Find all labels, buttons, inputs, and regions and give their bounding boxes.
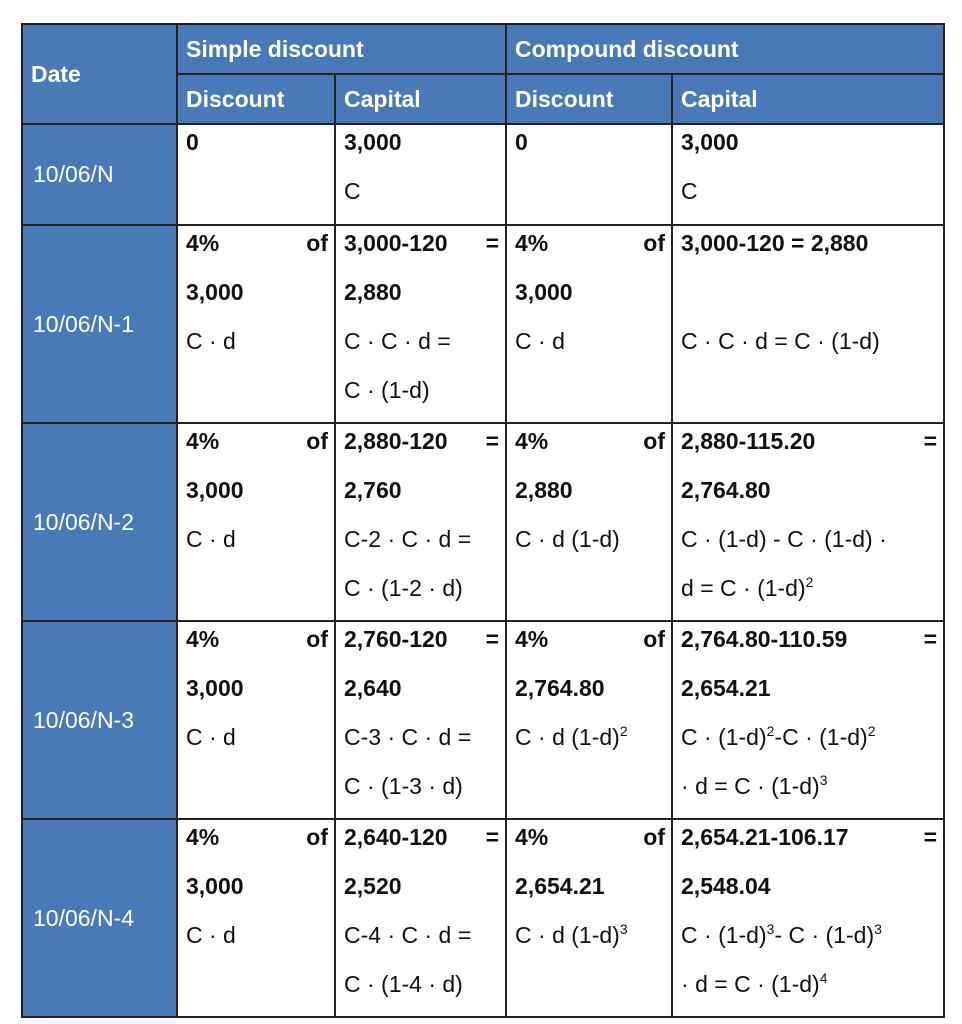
simple-discount-cell: 0 [177,124,335,225]
date-cell: 10/06/N-4 [22,819,177,1017]
simple-capital-cell: 3,000-120 = 2,880 C · C · d = C · (1-d) [335,225,506,423]
subheader-simple-discount: Discount [177,74,335,124]
simple-capital-cell: 3,000 C [335,124,506,225]
table-row [22,124,944,225]
compound-discount-cell: 4% of 2,880 C · d (1-d) [506,423,672,621]
subheader-simple-capital: Capital [335,74,506,124]
subheader-compound-discount: Discount [506,74,672,124]
compound-capital-cell: 2,764.80-110.59 = 2,654.21 $C \cdot (1-d)^2-C \cdot (1-d)^2$ · $d = C \cdot (1-d)^3$ [672,621,944,819]
header-date: Date [22,24,177,124]
compound-discount-cell: 0 [506,124,672,225]
simple-discount-cell: 4% of 3,000 C · d [177,819,335,1017]
compound-discount-cell: 4% of 2,764.80 C · d $(1-d)^2$ [506,621,672,819]
simple-capital-cell: 2,640-120 = 2,520 C-4 · C · d = C · (1-4 · d) [335,819,506,1017]
compound-discount-cell: 4% of 3,000 C · d [506,225,672,423]
date-cell: 10/06/N-2 [22,423,177,621]
table-row [22,225,944,423]
discount-table [21,23,945,1018]
simple-capital-cell: 2,760-120 = 2,640 C-3 · C · d = C · (1-3 · d) [335,621,506,819]
compound-capital-cell: 2,654.21-106.17 = 2,548.04 $C \cdot (1-d)^3-$ $C \cdot (1-d)^3$ · $d = C \cdot (1-d)^4$ [672,819,944,1017]
date-cell: 10/06/N-3 [22,621,177,819]
table-row [22,423,944,621]
compound-capital-cell: 3,000 C [672,124,944,225]
simple-discount-cell: 4% of 3,000 C · d [177,423,335,621]
compound-discount-cell: 4% of 2,654.21 C · d $(1-d)^3$ [506,819,672,1017]
header-compound-discount: Compound discount [506,24,944,74]
compound-capital-cell: 3,000-120 = 2,880 C · C · d = C · (1-d) [672,225,944,423]
subheader-compound-capital: Capital [672,74,944,124]
table-row [22,621,944,819]
date-cell: 10/06/N [22,124,177,225]
compound-capital-cell: 2,880-115.20 = 2,764.80 C · (1-d) - C · (1-d) · $d = C \cdot (1-d)^2$ [672,423,944,621]
table-row [22,819,944,1017]
simple-discount-cell: 4% of 3,000 C · d [177,225,335,423]
header-simple-discount: Simple discount [177,24,506,74]
simple-capital-cell: 2,880-120 = 2,760 C-2 · C · d = C · (1-2 · d) [335,423,506,621]
date-cell: 10/06/N-1 [22,225,177,423]
simple-discount-cell: 4% of 3,000 C · d [177,621,335,819]
